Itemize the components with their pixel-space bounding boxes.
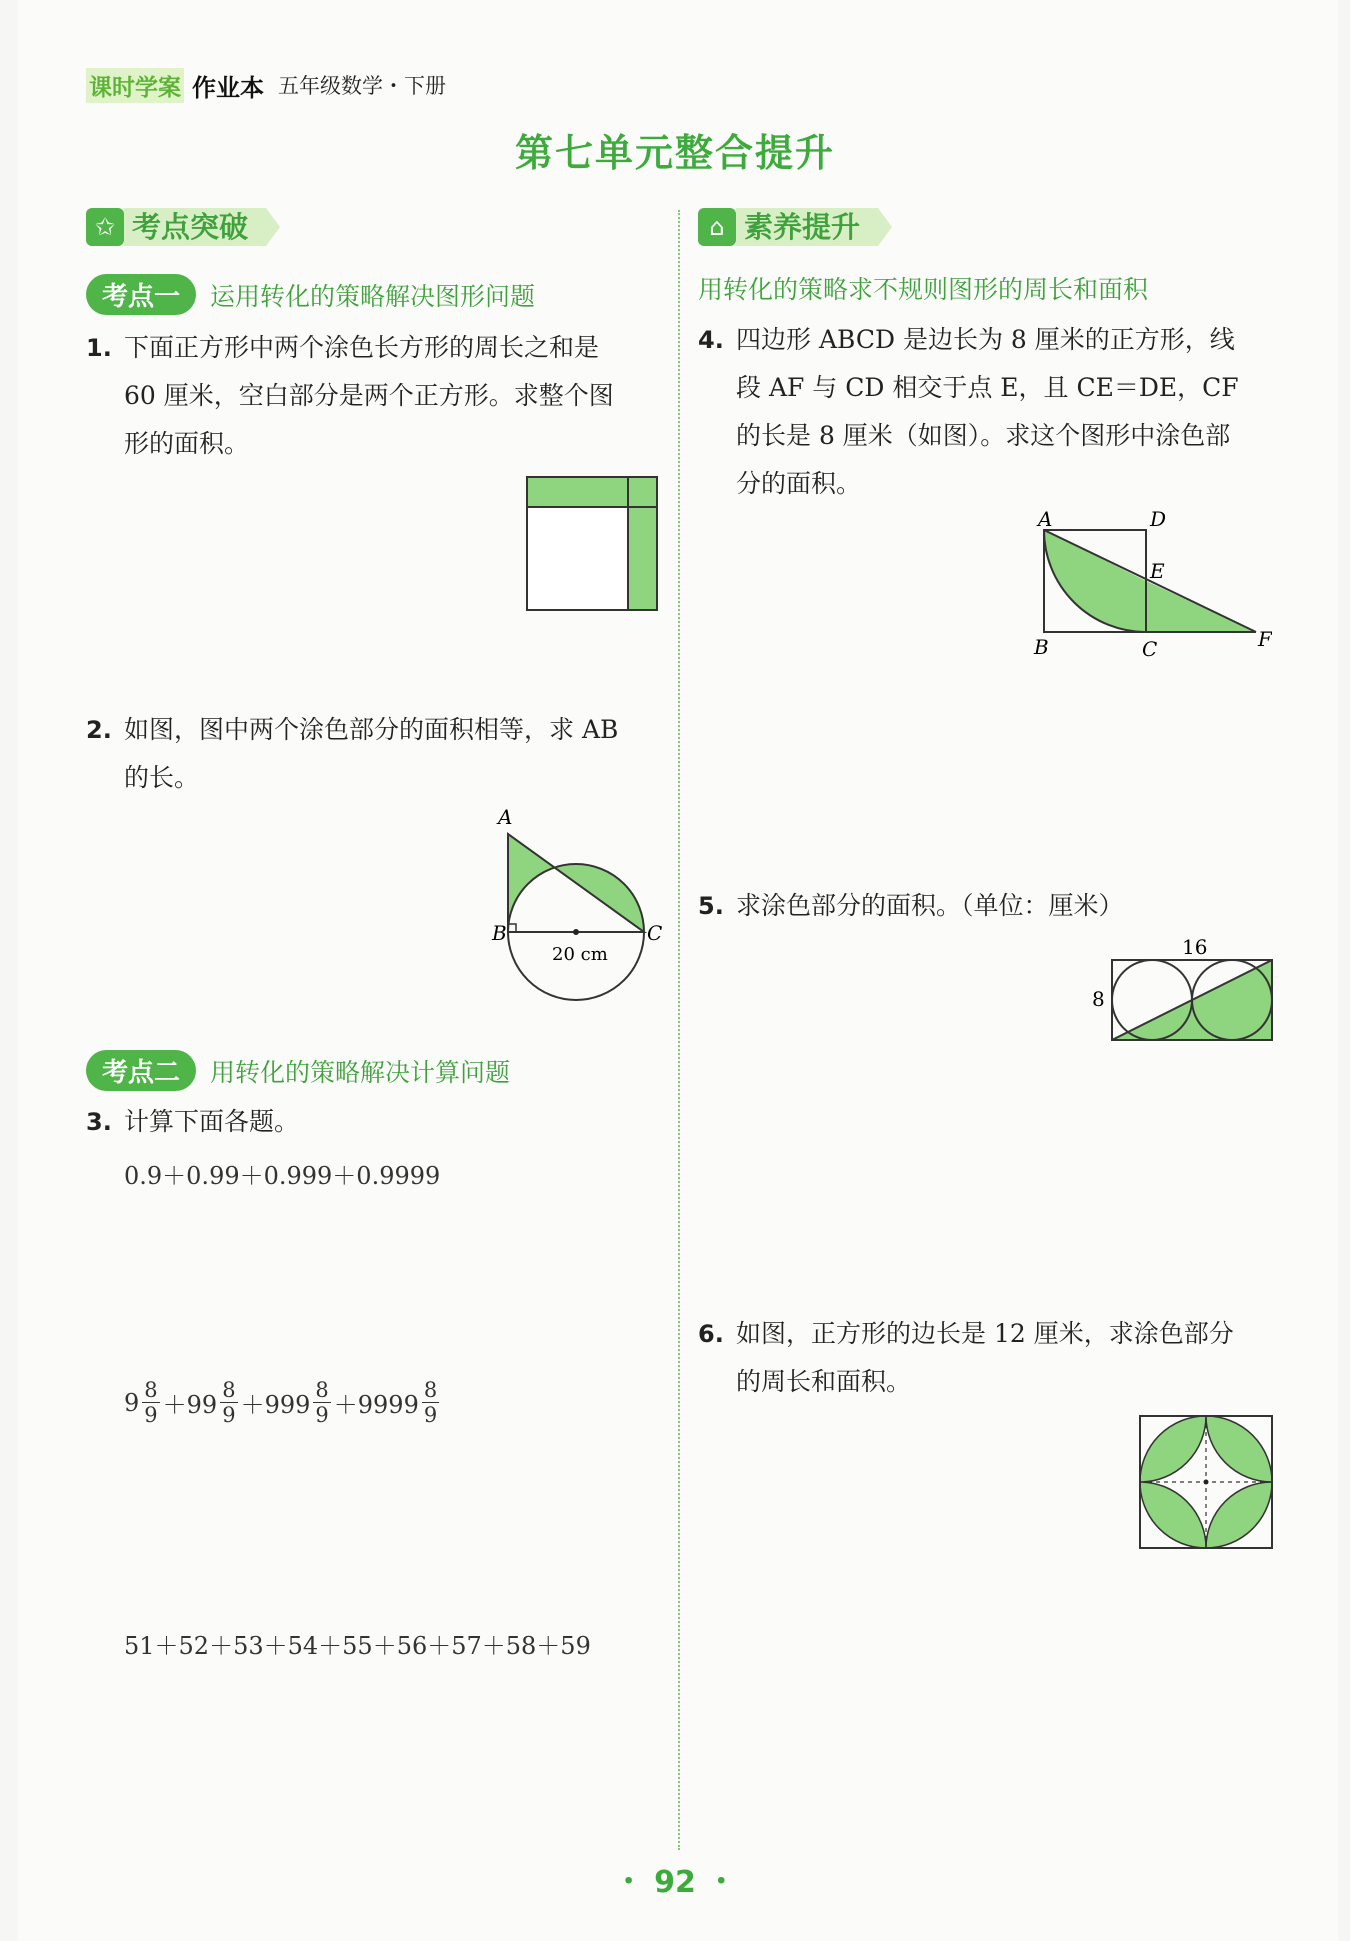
problem-1-number: 1. xyxy=(86,334,112,362)
page-title: 第七单元整合提升 xyxy=(514,131,835,175)
figure-5 xyxy=(1086,934,1276,1046)
problem-6-line: 如图，正方形的边长是 12 厘米，求涂色部分 xyxy=(736,1319,1234,1348)
topic-2 xyxy=(86,1050,510,1091)
fig4-label-e: E xyxy=(1150,559,1165,583)
problem-5 xyxy=(698,882,1124,930)
topic-1-pill: 考点一 xyxy=(86,274,196,315)
problem-3-line: 计算下面各题。 xyxy=(124,1107,300,1136)
figure-1 xyxy=(524,474,660,614)
calc-3: 51＋52＋53＋54＋55＋56＋57＋58＋59 xyxy=(124,1632,591,1660)
fig2-length-label: 20 cm xyxy=(552,944,608,965)
problem-2-number: 2. xyxy=(86,716,112,744)
calc-2-whole: 9 xyxy=(124,1388,140,1417)
calc-2-whole: ＋999 xyxy=(240,1391,311,1419)
problem-6-line: 的周长和面积。 xyxy=(736,1367,912,1396)
problem-3 xyxy=(86,1098,300,1146)
problem-4-line: 四边形 ABCD 是边长为 8 厘米的正方形，线 xyxy=(736,325,1235,354)
problem-4-line: 分的面积。 xyxy=(736,469,862,498)
problem-1-line: 下面正方形中两个涂色长方形的周长之和是 xyxy=(124,333,600,362)
fig4-shade-arc xyxy=(1044,530,1146,632)
topic-2-pill: 考点二 xyxy=(86,1050,196,1091)
calc-2-fraction: $\frac{8}{9}$ xyxy=(423,1378,438,1427)
calc-2-whole: ＋99 xyxy=(162,1391,218,1419)
section-tab-left xyxy=(86,204,266,250)
fig5-height-label: 8 xyxy=(1092,987,1105,1011)
fig2-label-b: B xyxy=(492,921,507,945)
section-label-right: 素养提升 xyxy=(736,208,878,246)
problem-2 xyxy=(86,706,619,802)
problem-4-line: 的长是 8 厘米（如图）。求这个图形中涂色部 xyxy=(736,421,1231,450)
problem-6 xyxy=(698,1310,1234,1406)
fig1-shaded-right xyxy=(628,507,657,610)
brand-series: 课时学案 xyxy=(86,68,184,103)
fig2-label-a: A xyxy=(498,806,513,829)
topic-1 xyxy=(86,274,535,315)
brand-grade: 五年级数学・下册 xyxy=(278,74,446,98)
fig4-label-a: A xyxy=(1038,507,1053,531)
problem-4 xyxy=(698,316,1239,508)
fig4-label-d: D xyxy=(1150,507,1167,531)
fig4-label-b: B xyxy=(1034,635,1049,659)
problem-4-line: 段 AF 与 CD 相交于点 E，且 CE＝DE，CF xyxy=(736,373,1239,402)
fig4-label-f: F xyxy=(1258,627,1272,651)
topic-1-text: 运用转化的策略解决图形问题 xyxy=(210,281,536,311)
calc-2-fraction: $\frac{8}{9}$ xyxy=(315,1378,329,1427)
calc-2-whole: ＋9999 xyxy=(333,1391,419,1419)
calc-2 xyxy=(124,1378,442,1427)
calc-2-fraction: $\frac{8}{9}$ xyxy=(222,1378,236,1427)
problem-6-number: 6. xyxy=(698,1320,724,1348)
fig4-label-c: C xyxy=(1142,637,1158,661)
calc-2-fraction: $\frac{8}{9}$ xyxy=(144,1378,158,1427)
problem-2-line: 的长。 xyxy=(124,763,200,792)
fig2-label-c: C xyxy=(647,921,663,945)
figure-2 xyxy=(486,806,666,1006)
fig1-shaded-top xyxy=(527,477,657,507)
figure-6 xyxy=(1138,1414,1274,1550)
section-label-left: 考点突破 xyxy=(124,208,266,246)
problem-3-number: 3. xyxy=(86,1108,112,1136)
problem-2-line: 如图，图中两个涂色部分的面积相等，求 AB xyxy=(124,715,619,744)
brand-book: 作业本 xyxy=(192,73,264,102)
home-up-icon: ⌂ xyxy=(698,208,736,246)
calc-1: 0.9＋0.99＋0.999＋0.9999 xyxy=(124,1162,441,1190)
problem-4-number: 4. xyxy=(698,326,724,354)
problem-1-line: 60 厘米，空白部分是两个正方形。求整个图 xyxy=(124,381,614,410)
topic-2-text: 用转化的策略解决计算问题 xyxy=(210,1057,511,1087)
problem-1 xyxy=(86,324,614,468)
figure-4 xyxy=(1026,506,1272,666)
book-header xyxy=(86,68,446,102)
star-icon: ✩ xyxy=(86,208,124,246)
page-number: ・ 92 ・ xyxy=(613,1865,737,1900)
section-tab-right xyxy=(698,204,878,250)
problem-5-line: 求涂色部分的面积。（单位：厘米） xyxy=(736,891,1124,920)
fig5-width-label: 16 xyxy=(1182,935,1208,959)
right-subhead: 用转化的策略求不规则图形的周长和面积 xyxy=(698,275,1149,304)
column-divider xyxy=(678,210,680,1850)
problem-5-number: 5. xyxy=(698,892,724,920)
problem-1-line: 形的面积。 xyxy=(124,429,250,458)
